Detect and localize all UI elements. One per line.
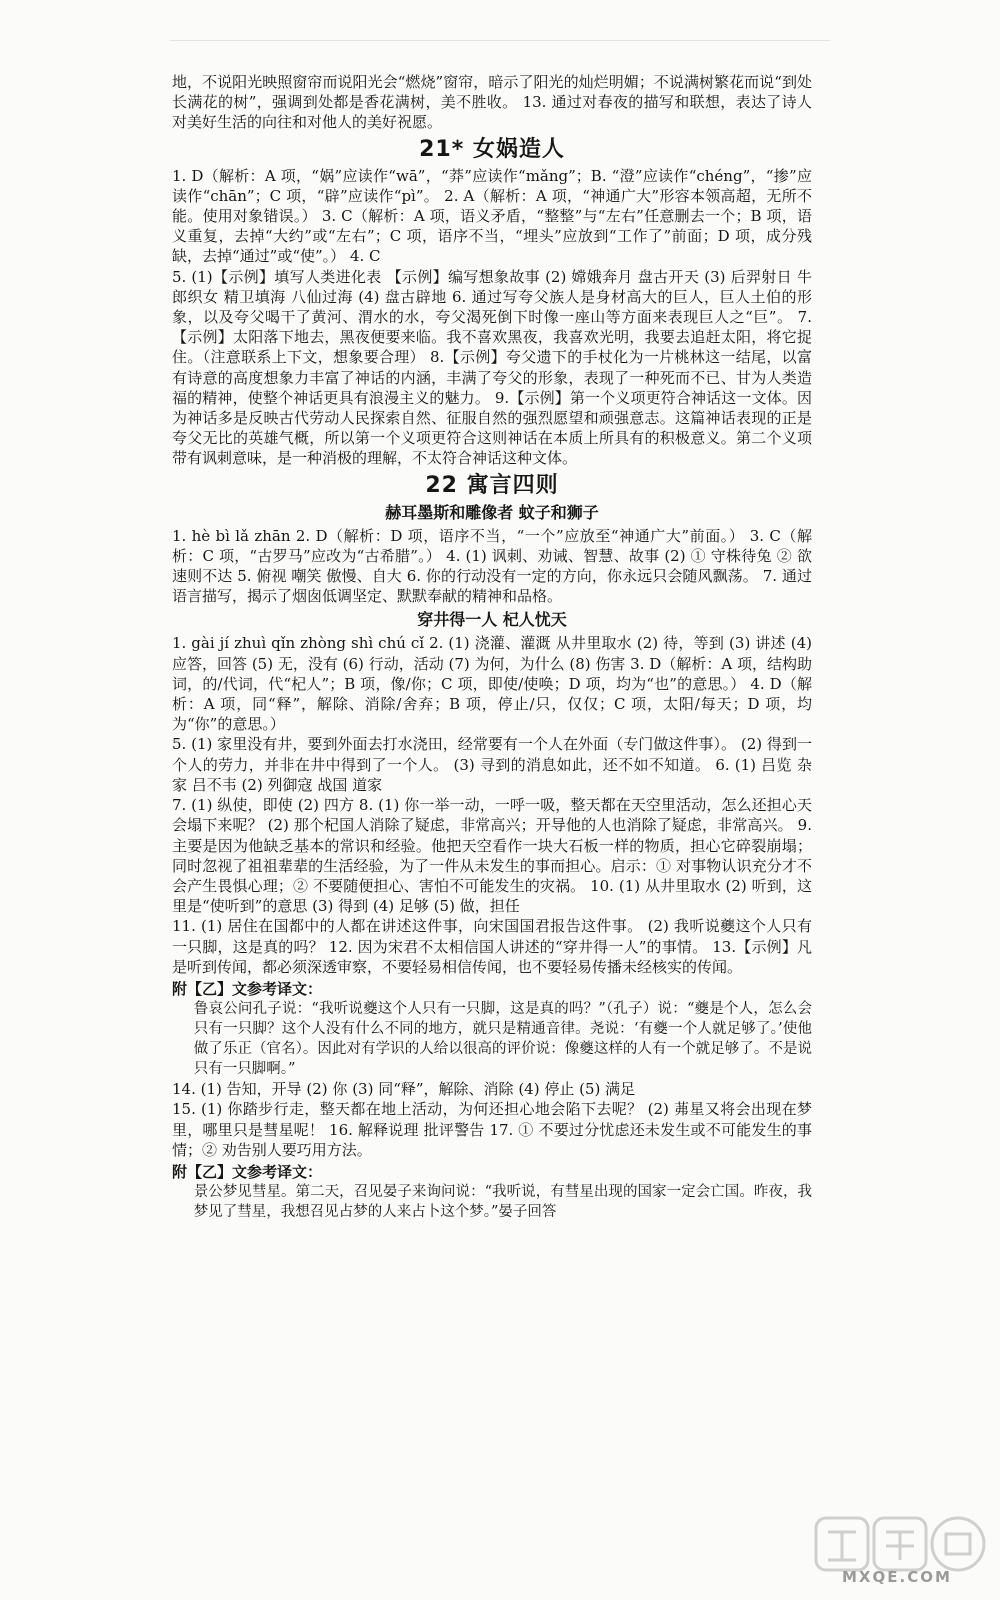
appendix-translation: 景公梦见彗星。第二天，召见晏子来询问说：“我听说，有彗星出现的国家一定会亡国。昨夜，我梦见了彗星，我想召见占梦的人来占卜这个梦。”晏子回答 — [193, 1184, 812, 1221]
appendix-label: 附【乙】文参考译文： — [172, 1162, 323, 1181]
answer-paragraph: 1. gài jí zhuì qǐn zhòng shì chú cǐ 2. (1) 浇灌、灌溉 从井里取水 (2) 待，等到 (3) 讲述 (4) 应答，回答 (5) 无，没有 (6) 行动，活动 (7) 为何，为什么 (8) 伤害 3. D（解析：A 项，结构助词，的/代词，代“杞人”；B 项，像/你；C 项，即使/使唤；D 项，均为“也”的意思。） 4. D（解析：A 项，同“释”，解除、消除/舍弃；B 项，停止/只，仅仅；C 项，太阳/每天；D 项，均为“你”的意思。） — [172, 634, 812, 734]
watermark-url: MXQE.COM — [842, 1568, 952, 1586]
answer-paragraph: 5. (1)【示例】填写人类进化表 【示例】编写想象故事 (2) 嫦娥奔月 盘古开天 (3) 后羿射日 牛郎织女 精卫填海 八仙过海 (4) 盘古辟地 6. 通过写夸父族人是身材高大的巨人，巨人土伯的形象，以及夸父喝干了黄河、渭水的水，夸父渴死倒下时像一座山等方面来表现巨人之“巨”。 7.【示例】太阳落下地去，黑夜便要来临。我不喜欢黑夜，我喜欢光明，我要去追赶太阳，将它捉住。（注意联系上下文，想象要合理） 8.【示例】夸父遗下的手杖化为一片桃林这一结尾，以富有诗意的高度想象力丰富了神话的内涵，丰满了夸父的形象，表现了一种死而不已、甘为人类造福的精神，使整个神话更具有浪漫主义的魅力。 9.【示例】第一个义项更符合神话这一文体。因为神话多是反映古代劳动人民探索自然、征服自然的强烈愿望和顽强意志。这篇神话表现的正是夸父无比的英雄气概，所以第一个义项更符合这则神话在本质上所具有的积极意义。第二个义项带有讽刺意味，是一种消极的理解，不太符合神话这种文体。 — [172, 267, 812, 468]
continuation-paragraph: 地，不说阳光映照窗帘而说阳光会“燃烧”窗帘，暗示了阳光的灿烂明媚；不说满树繁花而说“到处长满花的树”，强调到处都是香花满树，美不胜收。 13. 通过对春夜的描写和联想，表达了诗人对美好生活的向往和对他人的美好祝愿。 — [172, 73, 812, 132]
top-rule — [170, 40, 830, 41]
answer-paragraph: 11. (1) 居住在国都中的人都在讲述这件事，向宋国国君报告这件事。 (2) 我听说夔这个人只有一只脚，这是真的吗？ 12. 因为宋君不太相信国人讲述的“穿井得一人”的事情。 13.【示例】凡是听到传闻，都必须深透审察，不要轻易相信传闻，也不要轻易传播未经核实的传闻。 — [172, 917, 812, 976]
answer-paragraph: 7. (1) 纵使，即使 (2) 四方 8. (1) 你一举一动，一呼一吸，整天都在天空里活动，怎么还担心天会塌下来呢？ (2) 那个杞国人消除了疑虑，非常高兴；开导他的人也消除了疑虑，非常高兴。 9. 主要是因为他缺乏基本的常识和经验。他把天空看作一块大石板一样的物质，担心它碎裂崩塌；同时忽视了祖祖辈辈的生活经验，为了一件从未发生的事而担心。启示：① 对事物认识充分才不会产生畏惧心理；② 不要随便担心、害怕不可能发生的灾祸。 10. (1) 从井里取水 (2) 听到，这里是“使听到”的意思 (3) 得到 (4) 足够 (5) 做，担任 — [172, 796, 812, 916]
section-title-21: 21* 女娲造人 — [419, 136, 565, 162]
answer-paragraph: 5. (1) 家里没有井，要到外面去打水浇田，经常要有一个人在外面（专门做这件事）。 (2) 得到一个人的劳力，并非在井中得到了一个人。 (3) 寻到的消息如此，还不如不知道。 6. (1) 吕览 杂家 吕不韦 (2) 列御寇 战国 道家 — [172, 735, 812, 794]
subsection-title-1: 赫耳墨斯和雕像者 蚊子和狮子 — [385, 502, 599, 522]
answer-paragraph: 15. (1) 你踏步行走，整天都在地上活动，为何还担心地会陷下去呢？ (2) 茀星又将会出现在梦里，哪里只是彗星呢！ 16. 解释说理 批评警告 17. ① 不要过分忧虑还未发生或不可能发生的事情；② 劝告别人要巧用方法。 — [172, 1100, 812, 1159]
answer-paragraph: 1. D（解析：A 项，“娲”应读作“wā”，“莽”应读作“mǎng”；B. “澄”应读作“chéng”，“掺”应读作“chān”；C 项，“辟”应读作“pì”。 2. A（解析：A 项，“神通广大”形容本领高超，无所不能。使用对象错误。） 3. C（解析：A 项，语义矛盾，“整整”与“左右”任意删去一个；B 项，语义重复，去掉“大约”或“左右”；C 项，语序不当，“埋头”应放到“工作了”前面；D 项，成分残缺，去掉“通过”或“使”。） 4. C — [172, 166, 812, 266]
answer-key-content — [172, 72, 812, 1222]
section-title-22: 22 寓言四则 — [425, 472, 559, 498]
appendix-translation: 鲁哀公问孔子说：“我听说夔这个人只有一只脚，这是真的吗？”（孔子）说：“夔是个人，怎么会只有一只脚？这个人没有什么不同的地方，就只是精通音律。尧说：‘有夔一个人就足够了。’使他做了乐正（官名）。因此对有学识的人给以很高的评价说：像夔这样的人有一个就足够了。不是说只有一只脚啊。” — [193, 1001, 812, 1078]
answer-paragraph: 1. hè bì lǎ zhān 2. D（解析：D 项，语序不当，“一个”应放至“神通广大”前面。） 3. C（解析：C 项，“古罗马”应改为“古希腊”。） 4. (1) 讽刺、劝诫、智慧、故事 (2) ① 守株待兔 ② 欲速则不达 5. 俯视 嘲笑 傲慢、自大 6. 你的行动没有一定的方向，你永远只会随风飘荡。 7. 通过语言描写，揭示了烟囱低调坚定、默默奉献的精神和品格。 — [172, 526, 812, 606]
answer-paragraph: 14. (1) 告知，开导 (2) 你 (3) 同“释”，解除、消除 (4) 停止 (5) 满足 — [172, 1080, 636, 1099]
appendix-label: 附【乙】文参考译文： — [172, 979, 323, 998]
subsection-title-2: 穿井得一人 杞人忧天 — [417, 610, 567, 630]
